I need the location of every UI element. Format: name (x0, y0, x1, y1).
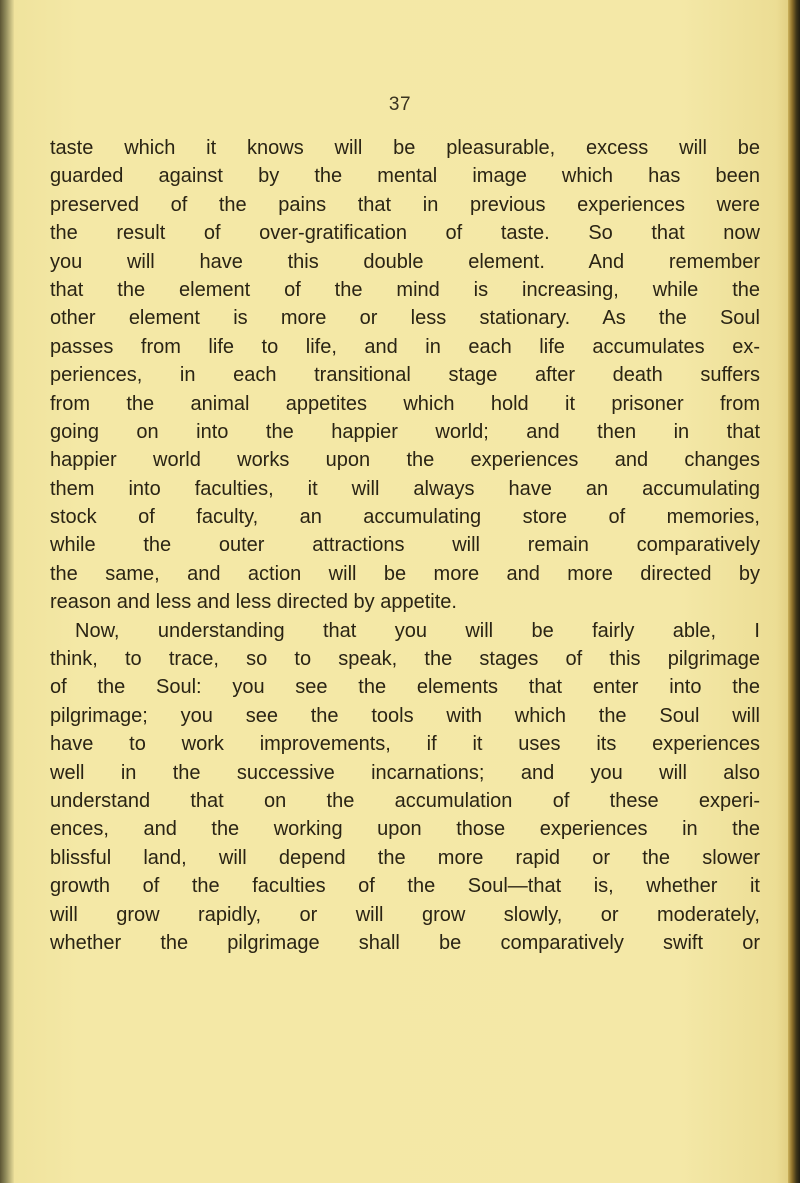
text-line: growth of the faculties of the Soul—that is, whether it (50, 875, 760, 898)
paragraph-start-line: Now, understanding that you will be fairly able, I (75, 619, 760, 642)
text-line: whether the pilgrimage shall be comparatively swift or (50, 931, 760, 954)
text-line: blissful land, will depend the more rapid or the slower (50, 846, 760, 869)
page-gutter-shadow (0, 0, 14, 1183)
text-line: guarded against by the mental image which has been (50, 165, 760, 188)
text-line: other element is more or less stationary. As the Soul (50, 307, 760, 330)
text-line: of the Soul: you see the elements that enter into the (50, 676, 760, 699)
text-line: ences, and the working upon those experiences in the (50, 818, 760, 841)
text-line: that the element of the mind is increasing, while the (50, 278, 760, 301)
text-line: you will have this double element. And remember (50, 250, 760, 273)
paragraph-end-line: reason and less and less directed by appetite. (50, 591, 457, 614)
page-edge-shadow (788, 0, 800, 1183)
text-line: stock of faculty, an accumulating store of memories, (50, 506, 760, 529)
text-line: taste which it knows will be pleasurable, excess will be (50, 137, 760, 159)
body-text (50, 134, 760, 957)
text-line: have to work improvements, if it uses its experiences (50, 733, 760, 756)
text-line: going on into the happier world; and then in that (50, 420, 760, 443)
text-line: the same, and action will be more and more directed by (50, 562, 760, 585)
text-line: while the outer attractions will remain comparatively (50, 534, 760, 557)
text-line: well in the successive incarnations; and you will also (50, 761, 760, 784)
text-line: the result of over-gratification of taste. So that now (50, 222, 760, 245)
text-line: think, to trace, so to speak, the stages of this pilgrimage (50, 648, 760, 671)
text-line: understand that on the accumulation of these experi- (50, 789, 760, 812)
page-number: 37 (388, 94, 412, 115)
text-line: them into faculties, it will always have an accumulating (50, 477, 760, 500)
text-line: pilgrimage; you see the tools with which the Soul will (50, 704, 760, 727)
text-line: periences, in each transitional stage after death suffers (50, 364, 760, 387)
text-line: from the animal appetites which hold it prisoner from (50, 392, 760, 415)
text-line: preserved of the pains that in previous experiences were (50, 193, 760, 216)
text-line: passes from life to life, and in each life accumulates ex- (50, 335, 760, 358)
text-line: will grow rapidly, or will grow slowly, or moderately, (50, 903, 760, 926)
text-line: happier world works upon the experiences and changes (50, 449, 760, 472)
